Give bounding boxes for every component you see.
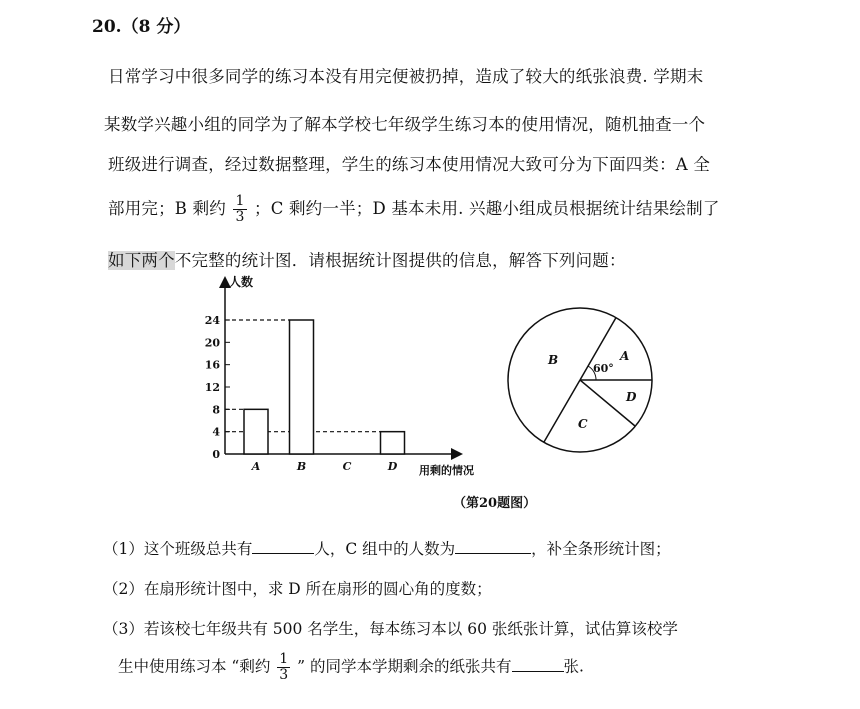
problem-line-1: 日常学习中很多同学的练习本没有用完便被扔掉，造成了较大的纸张浪费. 学期末 (108, 67, 704, 86)
x-axis-label: 用剩的情况 (419, 464, 474, 477)
x-tick-label: B (296, 460, 307, 473)
sub-question-3-cont-b: ” 的同学本学期剩余的纸张共有 (297, 657, 512, 676)
sub-question-3-cont-c: 张. (563, 657, 584, 676)
problem-line-4-start: 部用完；B 剩约 (108, 199, 226, 218)
problem-line-5 (108, 247, 626, 271)
x-tick-label: C (342, 460, 352, 473)
sub-question-1-b: 人，C 组中的人数为 (314, 540, 456, 558)
sub-question-1 (103, 537, 671, 559)
y-tick-label: 8 (212, 403, 220, 417)
y-tick-label: 4 (212, 425, 220, 439)
pie-label-b: B (548, 353, 559, 367)
bar-B (290, 320, 314, 454)
problem-line-4-end: ；C 剩约一半；D 基本未用. 兴趣小组成员根据统计结果绘制了 (254, 199, 720, 218)
pie-chart (500, 300, 670, 465)
question-number-label: 20. (92, 17, 122, 37)
fraction-denominator-2: 3 (279, 667, 289, 683)
sub-question-2: （2）在扇形统计图中，求 D 所在扇形的圆心角的度数； (103, 580, 492, 598)
y-tick-label: 12 (204, 381, 220, 394)
fraction-numerator-2: 1 (279, 651, 289, 667)
sub-question-3: （3）若该校七年级共有 500 名学生，每本练习本以 60 张纸张计算，试估算该校学 (103, 620, 678, 638)
x-tick-label: D (387, 460, 398, 473)
x-tick-label: A (251, 460, 261, 473)
y-tick-label: 24 (204, 314, 220, 327)
sub-question-3-cont (118, 652, 584, 683)
question-score: （8 分） (121, 17, 191, 37)
pie-label-a: A (620, 349, 630, 363)
answer-blank-paper[interactable] (512, 655, 564, 672)
fraction-one-third-2 (277, 652, 290, 683)
pie-label-c: C (578, 417, 588, 431)
fraction-numerator: 1 (235, 193, 245, 209)
y-tick-label: 0 (212, 448, 220, 461)
problem-line-4 (108, 194, 720, 225)
problem-line-3: 班级进行调查，经过数据整理，学生的练习本使用情况大致可分为下面四类：A 全 (108, 155, 711, 174)
fraction-denominator: 3 (235, 209, 245, 225)
y-tick-label: 16 (204, 358, 220, 372)
pie-label-d: D (626, 390, 637, 404)
pie-radius-cb (544, 380, 580, 442)
fraction-one-third (233, 194, 246, 225)
y-tick-label: 20 (204, 336, 220, 350)
question-number (92, 12, 190, 37)
answer-blank-total[interactable] (252, 538, 314, 555)
answer-blank-c-count[interactable] (455, 538, 531, 555)
figure-caption: （第20题图） (453, 496, 537, 511)
sub-question-1-c: ，补全条形统计图； (531, 540, 671, 558)
y-axis-label: 人数 (229, 275, 254, 289)
bar-D (381, 432, 405, 454)
bar-chart (195, 270, 500, 485)
problem-line-5-rest: 不完整的统计图．请根据统计图提供的信息，解答下列问题： (174, 251, 626, 270)
bar-A (244, 409, 268, 454)
problem-line-2: 某数学兴趣小组的同学为了解本学校七年级学生练习本的使用情况，随机抽查一个 (104, 115, 706, 134)
angle-annotation: 60° (593, 362, 614, 375)
sub-question-1-a: （1）这个班级总共有 (103, 540, 253, 558)
highlighted-text: 如下两个 (108, 251, 175, 270)
sub-question-3-cont-a: 生中使用练习本 “剩约 (118, 657, 271, 676)
